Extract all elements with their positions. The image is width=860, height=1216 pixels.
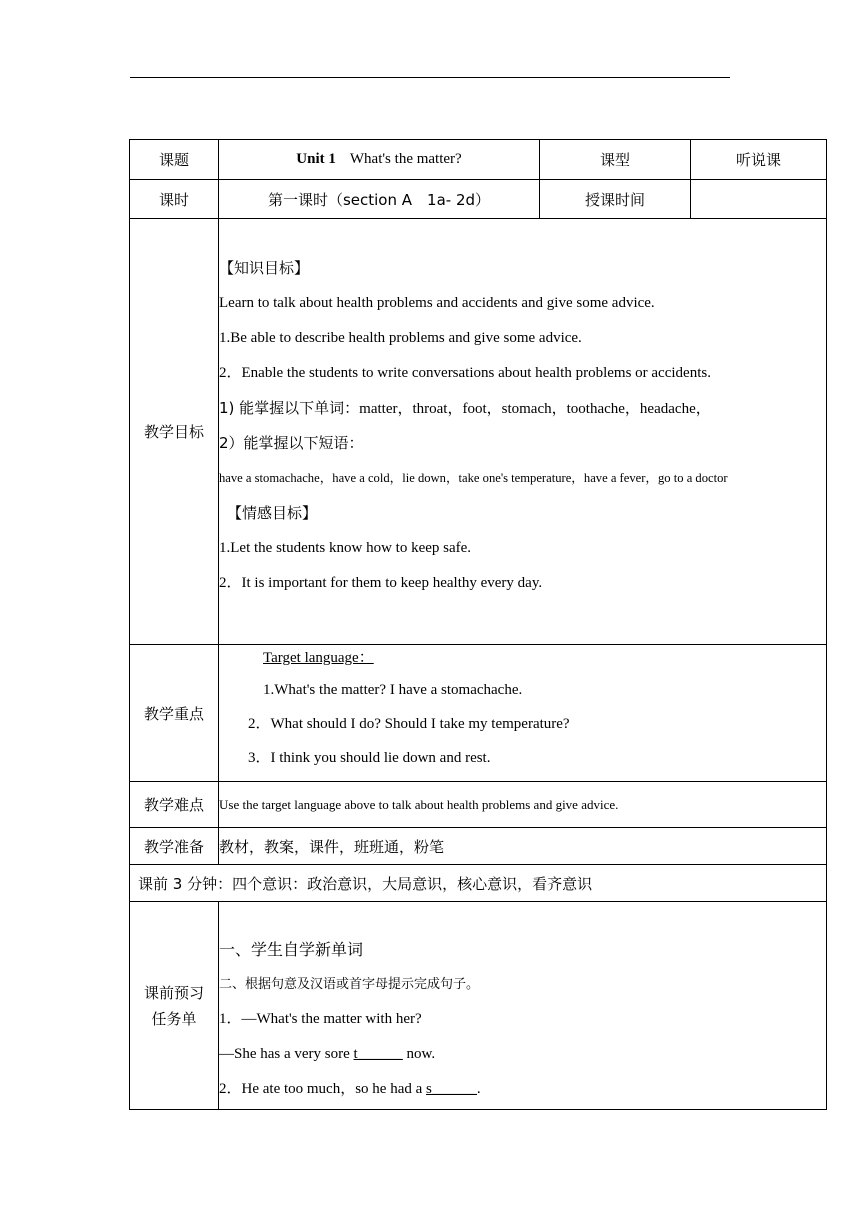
objective-line-1: Learn to talk about health problems and accidents and give some advice. bbox=[219, 295, 655, 311]
emotion-heading: 【情感目标】 bbox=[227, 504, 318, 522]
unit-name: What's the matter? bbox=[349, 151, 462, 167]
header-rule bbox=[130, 77, 730, 78]
preparation-label: 教学准备 bbox=[130, 828, 219, 865]
preview-content bbox=[219, 902, 827, 1110]
sentence-2: 2．What should I do? Should I take my temperature? bbox=[248, 716, 570, 732]
preview-label bbox=[130, 902, 219, 1110]
question-1: 1．—What's the matter with her? bbox=[219, 1011, 422, 1027]
row-difficulty bbox=[130, 782, 827, 828]
question-1-answer bbox=[219, 1037, 826, 1072]
answer-blank-1: t______ bbox=[353, 1046, 403, 1062]
phrases-list: have a stomachache，have a cold，lie down，take one's temperature，have a fever，go to a doctor bbox=[219, 471, 728, 485]
question-1-answer-end: now. bbox=[402, 1046, 436, 1062]
objective-line-2: 1.Be able to describe health problems and give some advice. bbox=[219, 330, 582, 346]
row-pre-class bbox=[130, 865, 827, 902]
topic-label: 课题 bbox=[130, 140, 219, 180]
difficulty-text: Use the target language above to talk about health problems and give advice. bbox=[219, 782, 827, 828]
period-label: 课时 bbox=[130, 180, 219, 219]
row-key-points bbox=[130, 645, 827, 782]
emotion-line-1: 1.Let the students know how to keep safe. bbox=[219, 540, 472, 556]
part-2-heading: 二、根据句意及汉语或首字母提示完成句子。 bbox=[219, 977, 480, 992]
words-list: matter，throat，foot，stomach，toothache，headache， bbox=[359, 401, 711, 417]
answer-blank-2: s______ bbox=[426, 1081, 477, 1097]
knowledge-heading: 【知识目标】 bbox=[219, 259, 310, 277]
unit-number: Unit 1 bbox=[296, 151, 336, 167]
row-period bbox=[130, 180, 827, 219]
row-preview bbox=[130, 902, 827, 1110]
key-points-content bbox=[219, 645, 827, 782]
emotion-line-2: 2．It is important for them to keep healthy every day. bbox=[219, 575, 543, 591]
lesson-plan-table bbox=[129, 139, 827, 1110]
objectives-label: 教学目标 bbox=[130, 219, 219, 645]
question-2-text: 2．He ate too much，so he had a bbox=[219, 1081, 427, 1097]
type-value: 听说课 bbox=[691, 140, 827, 180]
preparation-text: 教材，教案，课件，班班通，粉笔 bbox=[219, 828, 827, 865]
objective-line-3: 2．Enable the students to write conversations about health problems or accidents. bbox=[219, 365, 711, 381]
question-2-end: . bbox=[476, 1081, 481, 1097]
phrases-heading: 2）能掌握以下短语： bbox=[219, 434, 364, 452]
objectives-content bbox=[219, 219, 827, 645]
key-points-label: 教学重点 bbox=[130, 645, 219, 782]
pre-class-text: 课前 3 分钟：四个意识：政治意识，大局意识，核心意识，看齐意识 bbox=[130, 865, 827, 902]
words-line bbox=[219, 391, 826, 426]
preview-label-line-1: 课前预习 bbox=[143, 983, 204, 1002]
row-preparation bbox=[130, 828, 827, 865]
preview-label-line-2: 任务单 bbox=[151, 1009, 197, 1028]
unit-title bbox=[219, 140, 540, 180]
period-value: 第一课时（section A 1a- 2d） bbox=[219, 180, 540, 219]
time-label: 授课时间 bbox=[540, 180, 691, 219]
row-objectives bbox=[130, 219, 827, 645]
time-value bbox=[691, 180, 827, 219]
sentence-1: 1.What's the matter? I have a stomachache. bbox=[263, 682, 523, 698]
question-2 bbox=[219, 1072, 826, 1107]
row-topic bbox=[130, 140, 827, 180]
words-prefix: 1) 能掌握以下单词： bbox=[219, 399, 360, 417]
difficulty-label: 教学难点 bbox=[130, 782, 219, 828]
question-1-answer-text: —She has a very sore bbox=[219, 1046, 354, 1062]
target-heading: Target language： bbox=[263, 650, 374, 666]
type-label: 课型 bbox=[540, 140, 691, 180]
part-1-heading: 一、学生自学新单词 bbox=[219, 940, 364, 959]
sentence-3: 3．I think you should lie down and rest. bbox=[248, 750, 491, 766]
